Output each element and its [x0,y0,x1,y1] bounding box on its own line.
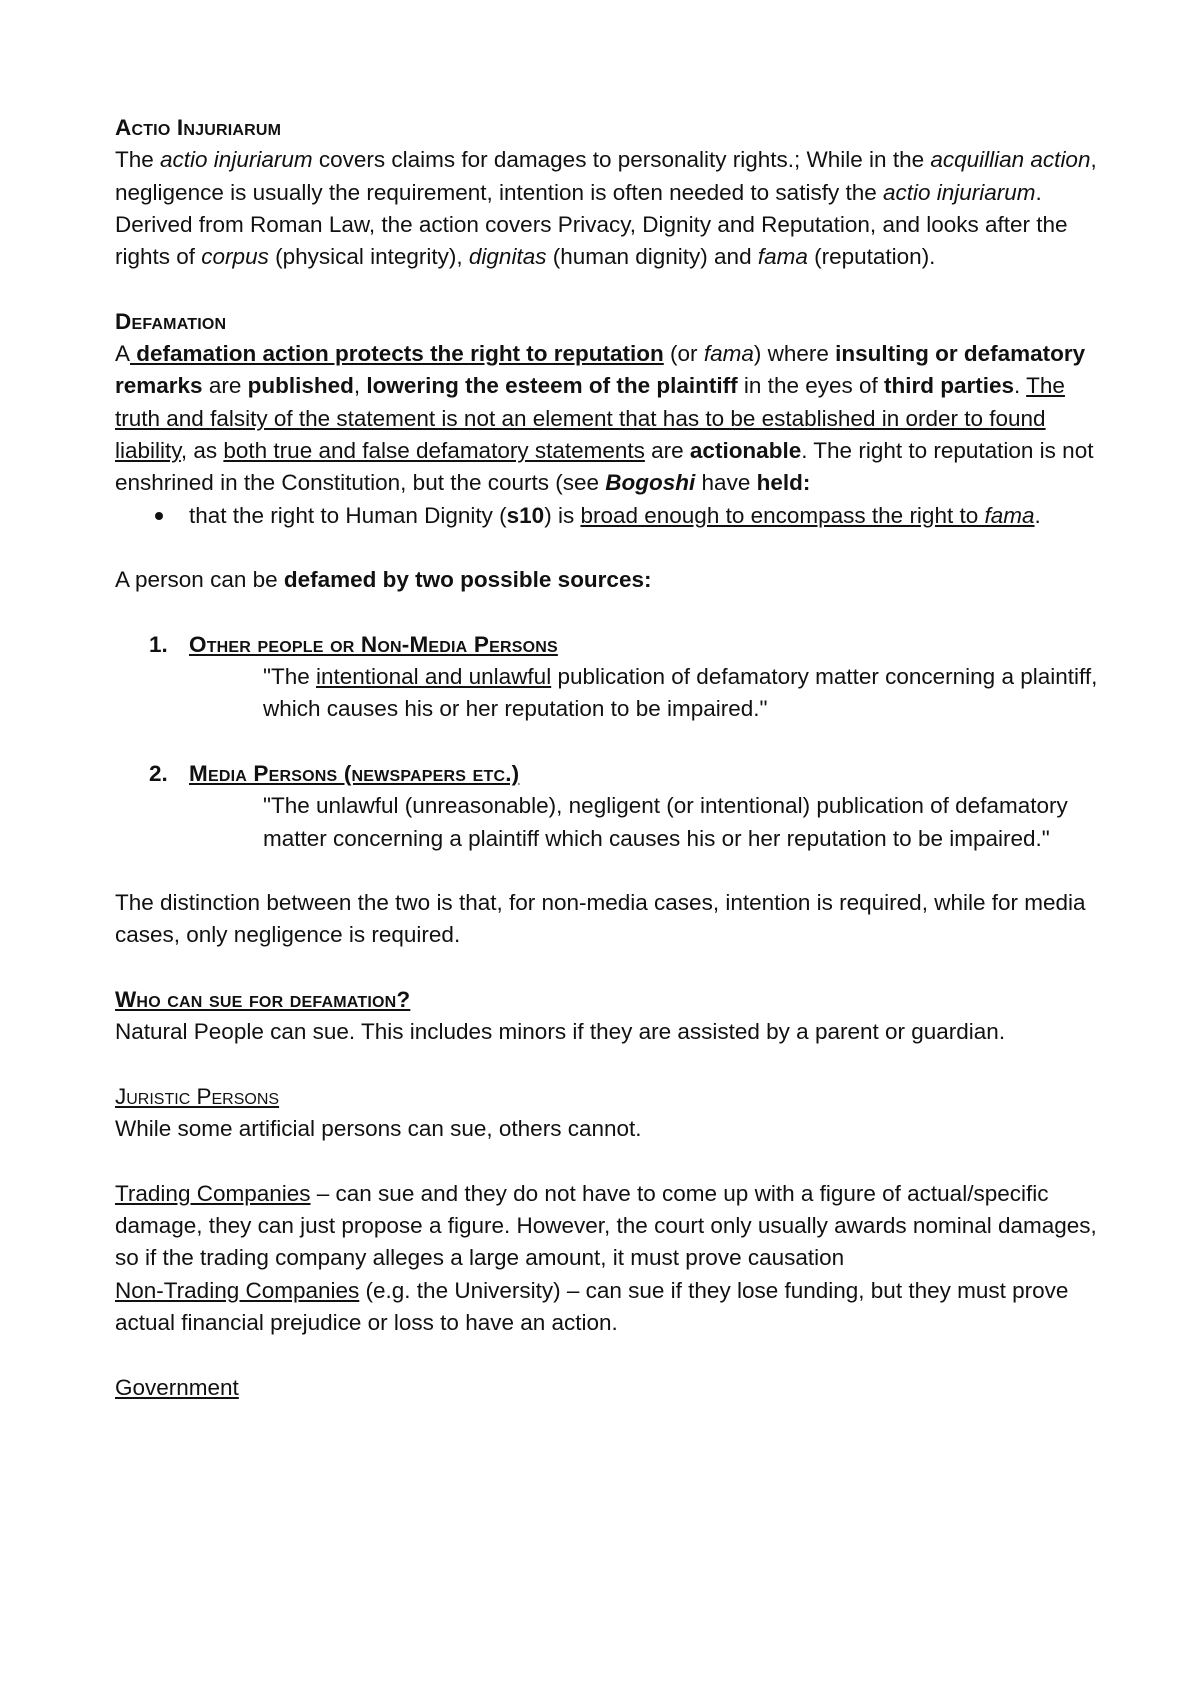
sources-list [115,629,1105,661]
case-name: Bogoshi [605,470,696,496]
italic-term: actio injuriarum [160,147,313,173]
text-run: . [1034,502,1041,528]
defamation-paragraph [115,338,1105,499]
text-run: (or [663,341,704,367]
list-number: 1. [149,631,168,657]
spacer [115,1049,1105,1081]
actio-paragraph [115,144,1105,273]
spacer [115,532,1105,564]
bullet-list [115,500,1105,532]
italic-term: actio injuriarum [882,179,1036,205]
sources-intro [115,564,1105,596]
text-run: . Derived from Roman Law, the action covers Privacy, Dignity and Reputation, and looks after the rights of [115,179,1068,270]
section-heading-defamation: Defamation [115,308,227,334]
bold-phrase: published [247,373,354,399]
text-run: , [353,373,367,399]
bold-phrase: defamed by two possible sources: [283,567,652,593]
sources-list [115,758,1105,790]
text-run: (human dignity) and [546,244,758,270]
italic-term: fama [703,341,754,367]
text-run: in the eyes of [737,373,885,399]
source-title: Media Persons (newspapers etc.) [189,760,520,786]
text-run: A [115,341,131,367]
text-run: – can sue and they do not have to come up with a figure of actual/specific damage, they can just propose a figure. However, the court only usually awards nominal damages, so if the trading company alleges a large amount, it must prove causation [115,1180,1097,1271]
italic-term: fama [757,244,808,270]
italic-term: acquillian action [930,147,1091,173]
list-number: 2. [149,760,168,786]
source-definition-quote: "The unlawful (unreasonable), negligent (or intentional) publication of defamatory matter concerning a plaintiff which causes his or her reputation to be impaired." [263,793,1068,851]
text-run: . The right to reputation is not enshrined in the Constitution, but the courts (see [115,437,1094,496]
spacer [115,1339,1105,1371]
subheading-juristic-persons: Juristic Persons [115,1083,280,1109]
text-run: , negligence is usually the requirement, intention is often needed to satisfy the [115,147,1097,205]
bold-phrase: lowering the esteem of the plaintiff [366,373,738,399]
text-run: A person can be [115,567,284,593]
spacer [115,1146,1105,1178]
bold-phrase: held: [756,470,811,496]
text-run: (physical integrity), [268,244,469,270]
bullet-icon [155,512,163,520]
bold-phrase: s10 [506,502,545,528]
spacer [115,726,1105,758]
natural-people-paragraph: Natural People can sue. This includes minors if they are assisted by a parent or guardian. [115,1019,1006,1045]
distinction-paragraph: The distinction between the two is that, for non-media cases, intention is required, while for media cases, only negligence is required. [115,890,1086,948]
underlined-label: Trading Companies [115,1180,311,1206]
underlined-label: Non-Trading Companies [115,1277,360,1303]
italic-term: dignitas [468,244,547,270]
subheading-government: Government [115,1374,239,1400]
section-heading-who-can-sue: Who can sue for defamation? [115,987,411,1013]
bold-phrase: third parties [884,373,1015,399]
text-run: ) is [544,502,581,528]
text-run: publication of defamatory matter concerning a plaintiff, which causes his or her reputation to be impaired." [263,664,1098,722]
text-run: ) where [753,341,836,367]
underlined-phrase: The truth and falsity of the statement is not an element that has to be established in order to found liability [115,373,1065,463]
spacer [115,273,1105,305]
source-title: Other people or Non-Media Persons [189,631,558,657]
italic-term: fama [984,502,1035,528]
underlined-phrase: broad enough to encompass the right to [580,502,985,528]
text-run: covers claims for damages to personality rights.; While in the [312,147,931,173]
document-body [115,112,1105,1404]
list-item [189,500,1105,532]
trading-companies-paragraph [115,1178,1105,1275]
italic-term: corpus [201,244,269,270]
non-trading-companies-paragraph [115,1275,1105,1340]
text-run: that the right to Human Dignity ( [189,502,507,528]
bold-underlined-phrase: defamation action protects the right to reputation [130,341,664,367]
underlined-phrase: intentional and unlawful [316,664,552,690]
underlined-phrase: both true and false defamatory statements [223,437,645,463]
list-item [115,758,1105,790]
section-heading-actio-injuriarum: Actio Injuriarum [115,115,282,140]
spacer [115,952,1105,984]
text-run: "The [263,664,317,690]
source-definition-quote [115,661,1105,726]
spacer [115,596,1105,628]
text-run: are [644,437,690,463]
list-item [115,629,1105,661]
spacer [115,855,1105,887]
text-run: have [695,470,757,496]
text-run: . [1014,373,1027,399]
text-run: (e.g. the University) – can sue if they lose funding, but they must prove actual financial prejudice or loss to have an action. [115,1277,1069,1335]
text-run: (reputation). [807,244,936,270]
juristic-paragraph: While some artificial persons can sue, others cannot. [115,1116,642,1142]
text-run: are [202,373,248,399]
text-run: , as [180,437,224,463]
text-run: The [115,147,161,173]
bold-phrase: actionable [689,437,802,463]
bold-phrase: insulting or defamatory remarks [115,341,1086,399]
